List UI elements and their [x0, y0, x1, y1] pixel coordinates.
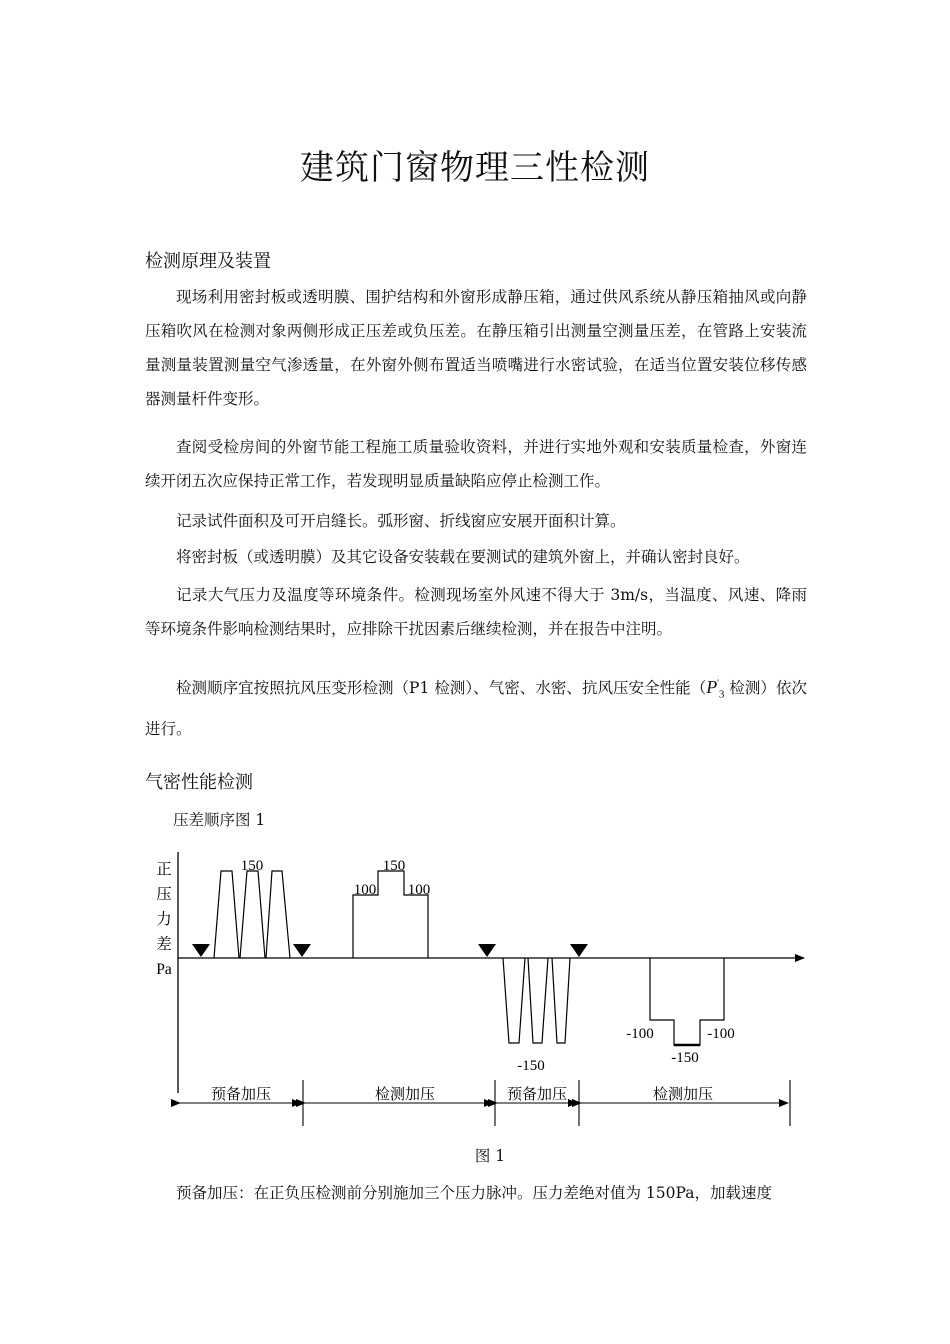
label-pos-pulse: 150: [240, 858, 264, 874]
label-pos-step-left: 100: [353, 882, 377, 898]
paragraph-3: 记录试件面积及可开启缝长。弧形窗、折线窗应安展开面积计算。: [176, 512, 626, 530]
y-axis-label-2: 压: [156, 886, 172, 903]
marker-triangle-3: [478, 944, 496, 957]
marker-triangle-2: [293, 944, 311, 957]
p3-symbol: $P'_3$: [706, 677, 725, 701]
paragraph-6-before: 检测顺序宜按照抗风压变形检测（P1 检测）、气密、水密、抗风压安全性能（: [176, 679, 707, 697]
phase-label-3: 预备加压: [506, 1087, 568, 1103]
negative-pulses: [503, 958, 570, 1043]
label-neg-step-bottom: -150: [671, 1050, 699, 1066]
paragraph-prepressure: 预备加压：在正负压检测前分别施加三个压力脉冲。压力差绝对值为 150Pa，加载速度: [176, 1184, 772, 1202]
document-title: 建筑门窗物理三性检测: [300, 148, 650, 188]
marker-triangle-1: [192, 944, 210, 957]
paragraph-6-after: 检测）依次进行。: [145, 679, 807, 738]
phase-label-4: 检测加压: [652, 1087, 714, 1103]
label-neg-step-right: -100: [707, 1026, 735, 1042]
label-neg-pulse: -150: [517, 1058, 545, 1074]
paragraph-2: 查阅受检房间的外窗节能工程施工质量验收资料，并进行实地外观和安装质量检查，外窗连续开闭五次应保持正常工作，若发现明显质量缺陷应停止检测工作。: [145, 438, 807, 490]
paragraph-5: 记录大气压力及温度等环境条件。检测现场室外风速不得大于 3m/s，当温度、风速、降雨等环境条件影响检测结果时，应排除干扰因素后继续检测，并在报告中注明。: [145, 586, 807, 638]
y-axis-label-5: Pa: [156, 961, 172, 978]
y-axis-label-4: 差: [156, 936, 172, 953]
label-pos-step-right: 100: [407, 882, 431, 898]
y-axis-label-1: 正: [156, 861, 172, 878]
label-pos-step-top: 150: [382, 858, 406, 874]
positive-pulses: [214, 871, 290, 958]
paragraph-4: 将密封板（或透明膜）及其它设备安装载在要测试的建筑外窗上，并确认密封良好。: [176, 548, 750, 566]
paragraph-1: 现场利用密封板或透明膜、围护结构和外窗形成静压箱，通过供风系统从静压箱抽风或向静压箱吹风在检测对象两侧形成正压差或负压差。在静压箱引出测量空测量压差，在管路上安装流量测量装置测量空气渗透量，在外窗外侧布置适当喷嘴进行水密试验，在适当位置安装位移传感器测量杆件变形。: [145, 288, 807, 408]
label-neg-step-left: -100: [626, 1026, 654, 1042]
phase-label-1: 预备加压: [210, 1087, 272, 1103]
section-heading-principle: 检测原理及装置: [145, 251, 271, 272]
section-heading-airtightness: 气密性能检测: [145, 772, 253, 793]
figure-title: 压差顺序图 1: [173, 811, 266, 829]
phase-label-2: 检测加压: [374, 1087, 436, 1103]
y-axis-label-3: 力: [156, 911, 172, 928]
figure-caption: 图 1: [474, 1147, 506, 1165]
marker-triangle-4: [570, 944, 588, 957]
